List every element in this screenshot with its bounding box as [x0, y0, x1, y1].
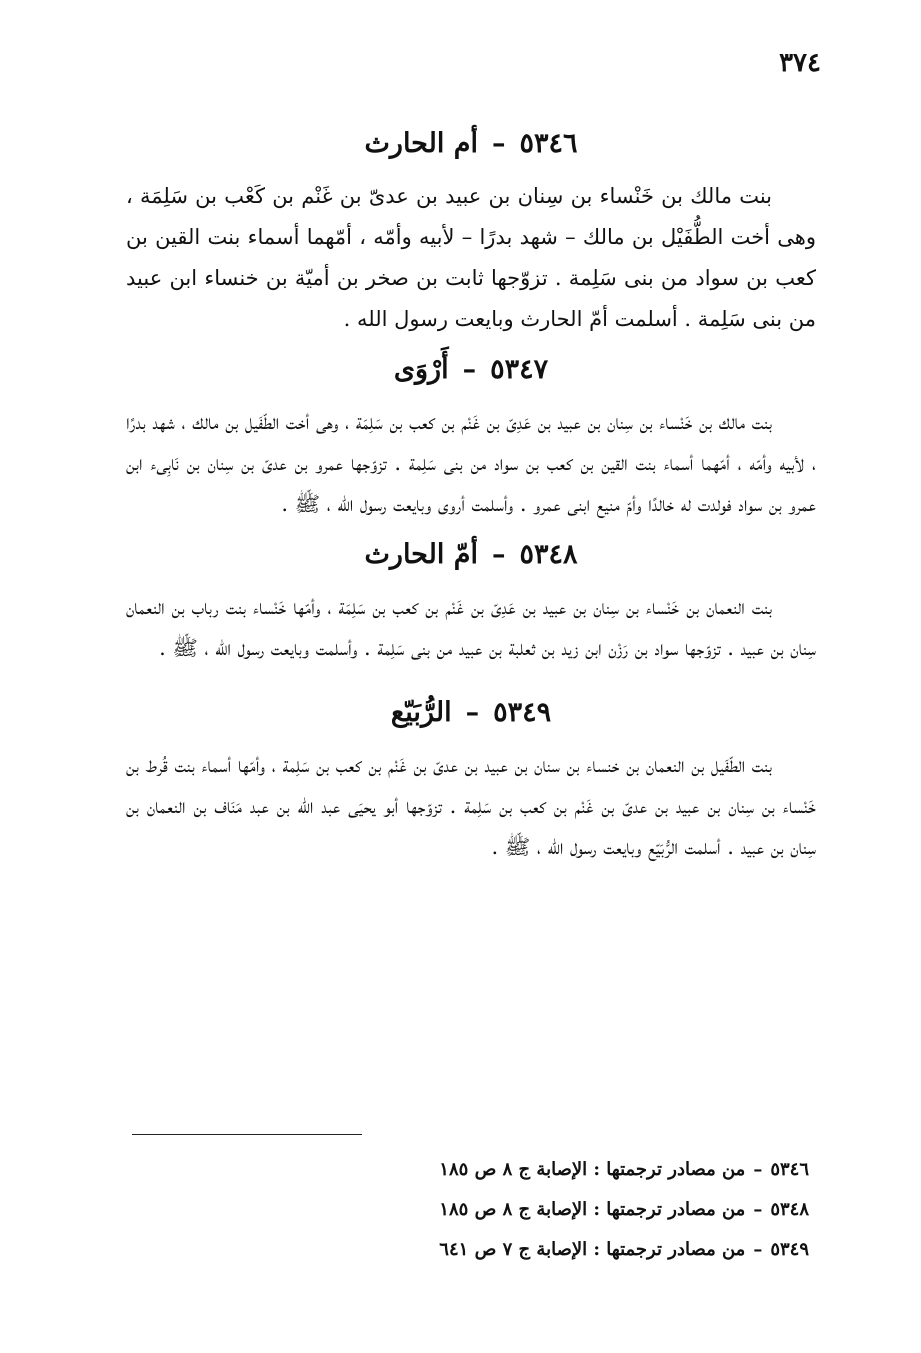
entry-number: ٥٣٤٧ [490, 354, 549, 385]
entry-name: أَرْوَى [393, 354, 449, 385]
entry-title [126, 533, 816, 577]
entry [126, 348, 816, 525]
footnote-divider [132, 1134, 362, 1135]
entry-body: بنت مالك بن خَنْساء بن سِنان بن عبيد بن عدىّ بن غَنْم بن كَعْب بن سَلِمَة ، وهى أخت الطُّفَيْل بن مالك – شهد بدرًا – لأبيه وأمّه ، أمّهما أسماء بنت القين بن كعب بن سواد من بنى سَلِمة . تزوّجها ثابت بن صخر بن أميّة بن خنساء ابن عبيد من بنى سَلِمة . أسلمت أمّ الحارث وبايعت رسول الله . [126, 184, 816, 331]
entry-number: ٥٣٤٦ [519, 128, 578, 159]
footnote-number: ٥٣٤٦ [770, 1159, 809, 1180]
title-dash: – [465, 697, 480, 728]
footnote [349, 1190, 809, 1230]
entries-list [126, 118, 816, 868]
title-dash: – [491, 128, 506, 159]
page-number: ٣٧٤ [779, 48, 821, 78]
entry [126, 122, 816, 340]
footnote-number: ٥٣٤٨ [770, 1199, 809, 1220]
footnote-dash: – [753, 1159, 763, 1180]
footnote-text: من مصادر ترجمتها : الإصابة ج ٨ ص ١٨٥ [439, 1199, 746, 1220]
entry-number: ٥٣٤٨ [519, 539, 578, 570]
footnote-dash: – [753, 1239, 763, 1260]
footnote-dash: – [753, 1199, 763, 1220]
footnotes [349, 1150, 809, 1270]
footnote-text: من مصادر ترجمتها : الإصابة ج ٧ ص ٦٤١ [439, 1239, 746, 1260]
entry-title [126, 691, 816, 735]
entry-body: بنت مالك بن خَنْساء بن سِنان بن عبيد بن عَدِىّ بن غَنْم بن كعب بن سَلِمَة ، وهى أخت الطّفَيل بن مالك ، شهد بدرًا ، لأبيه وأمّه ، أمّهما أسماء بنت القين بن كعب بن سواد من بنى سَلِمة . تزوّجها عمرو بن عدىّ بن سِنان بن نَابِىء ابن عمرو بن سواد فولدت له خالدًا وأمّ منيع ابنى عمرو . وأسلمت أروى وبايعت رسول الله ، ﷺ . [126, 410, 816, 516]
footnote [349, 1150, 809, 1190]
title-dash: – [491, 539, 506, 570]
entry-body: بنت الطّفَيل بن النعمان بن خنساء بن سنان بن عبيد بن عدىّ بن غَنْم بن كعب بن سَلِمة ، وأمّها أسماء بنت قُرط بن خَنْساء بن سِنان بن عبيد بن عدىّ بن غَنْم بن كعب بن سَلِمة . تزوّجها أبو يحيَى عبد الله بن عبد مَنَاف بن النعمان بن سِنان بن عبيد . أسلمت الرُّبَيّع وبايعت رسول الله ، ﷺ . [126, 753, 816, 859]
footnote [349, 1230, 809, 1270]
entry-title [126, 348, 816, 392]
entry [126, 533, 816, 669]
entry-name: الرُّبَيّع [390, 697, 452, 728]
entry-title [126, 122, 816, 166]
entry [126, 691, 816, 868]
entry-body: بنت النعمان بن خَنْساء بن سِنان بن عبيد بن عَدِىّ بن غَنْم بن كعب بن سَلِمَة ، وأمّها خَنْساء بنت رباب بن النعمان سِنان بن عبيد . تزوّجها سواد بن رَزْن ابن زيد بن ثعلبة بن عبيد من بنى سَلِمة . وأسلمت وبايعت رسول الله ، ﷺ . [126, 595, 816, 660]
entry-name: أمّ الحارث [364, 539, 478, 570]
entry-name: أم الحارث [364, 128, 478, 159]
entry-number: ٥٣٤٩ [493, 697, 552, 728]
footnote-text: من مصادر ترجمتها : الإصابة ج ٨ ص ١٨٥ [439, 1159, 746, 1180]
title-dash: – [462, 354, 477, 385]
footnote-number: ٥٣٤٩ [770, 1239, 809, 1260]
